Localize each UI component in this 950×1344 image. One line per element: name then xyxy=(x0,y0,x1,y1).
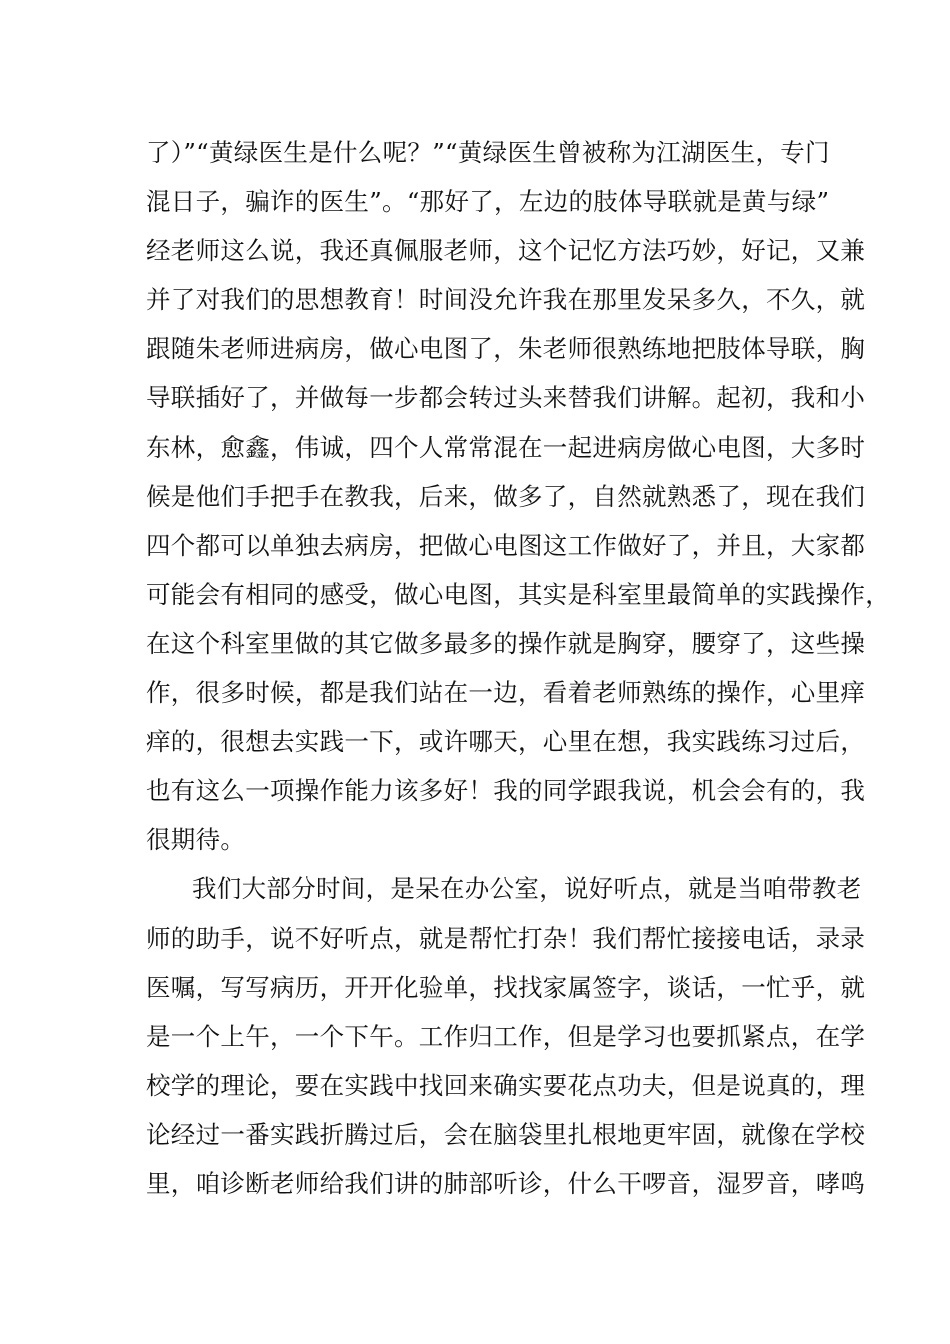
text-line: 论经过一番实践折腾过后，会在脑袋里扎根地更牢固，就像在学校 xyxy=(146,1119,866,1149)
text-line: 校学的理论，要在实践中找回来确实要花点功夫，但是说真的，理 xyxy=(146,1070,866,1100)
text-line: 并了对我们的思想教育！时间没允许我在那里发呆多久，不久，就 xyxy=(146,285,866,315)
text-line: 经老师这么说，我还真佩服老师，这个记忆方法巧妙，好记，又兼 xyxy=(146,236,866,266)
text-line: 痒的，很想去实践一下，或许哪天，心里在想，我实践练习过后， xyxy=(146,727,866,757)
text-line: 在这个科室里做的其它做多最多的操作就是胸穿，腰穿了，这些操 xyxy=(146,628,866,658)
text-line: 可能会有相同的感受，做心电图，其实是科室里最简单的实践操作， xyxy=(146,579,890,609)
text-line: 作，很多时候，都是我们站在一边，看着老师熟练的操作，心里痒 xyxy=(146,678,866,708)
text-line: 四个都可以单独去病房，把做心电图这工作做好了，并且，大家都 xyxy=(146,530,866,560)
text-line: 师的助手，说不好听点，就是帮忙打杂！我们帮忙接接电话，录录 xyxy=(146,923,866,953)
text-line: 了）”“黄绿医生是什么呢？”“黄绿医生曾被称为江湖医生，专门 xyxy=(146,138,830,167)
text-line: 是一个上午，一个下午。工作归工作，但是学习也要抓紧点，在学 xyxy=(146,1021,866,1051)
text-line: 东林，愈鑫，伟诚，四个人常常混在一起进病房做心电图，大多时 xyxy=(146,432,866,462)
text-line: 跟随朱老师进病房，做心电图了，朱老师很熟练地把肢体导联，胸 xyxy=(146,334,866,364)
text-line: 里，咱诊断老师给我们讲的肺部听诊，什么干啰音，湿罗音，哮鸣 xyxy=(146,1168,866,1198)
text-line: 混日子，骗诈的医生”。“那好了，左边的肢体导联就是黄与绿” xyxy=(146,187,830,217)
body-text xyxy=(146,128,890,1208)
paragraph-start-line: 我们大部分时间，是呆在办公室，说好听点，就是当咱带教老 xyxy=(192,874,862,904)
text-line: 很期待。 xyxy=(146,825,246,855)
text-line: 导联插好了，并做每一步都会转过头来替我们讲解。起初，我和小 xyxy=(146,383,866,413)
text-line: 医嘱，写写病历，开开化验单，找找家属签字，谈话，一忙乎，就 xyxy=(146,972,866,1002)
text-line: 候是他们手把手在教我，后来，做多了，自然就熟悉了，现在我们 xyxy=(146,481,866,511)
text-line: 也有这么一项操作能力该多好！我的同学跟我说，机会会有的，我 xyxy=(146,776,866,806)
